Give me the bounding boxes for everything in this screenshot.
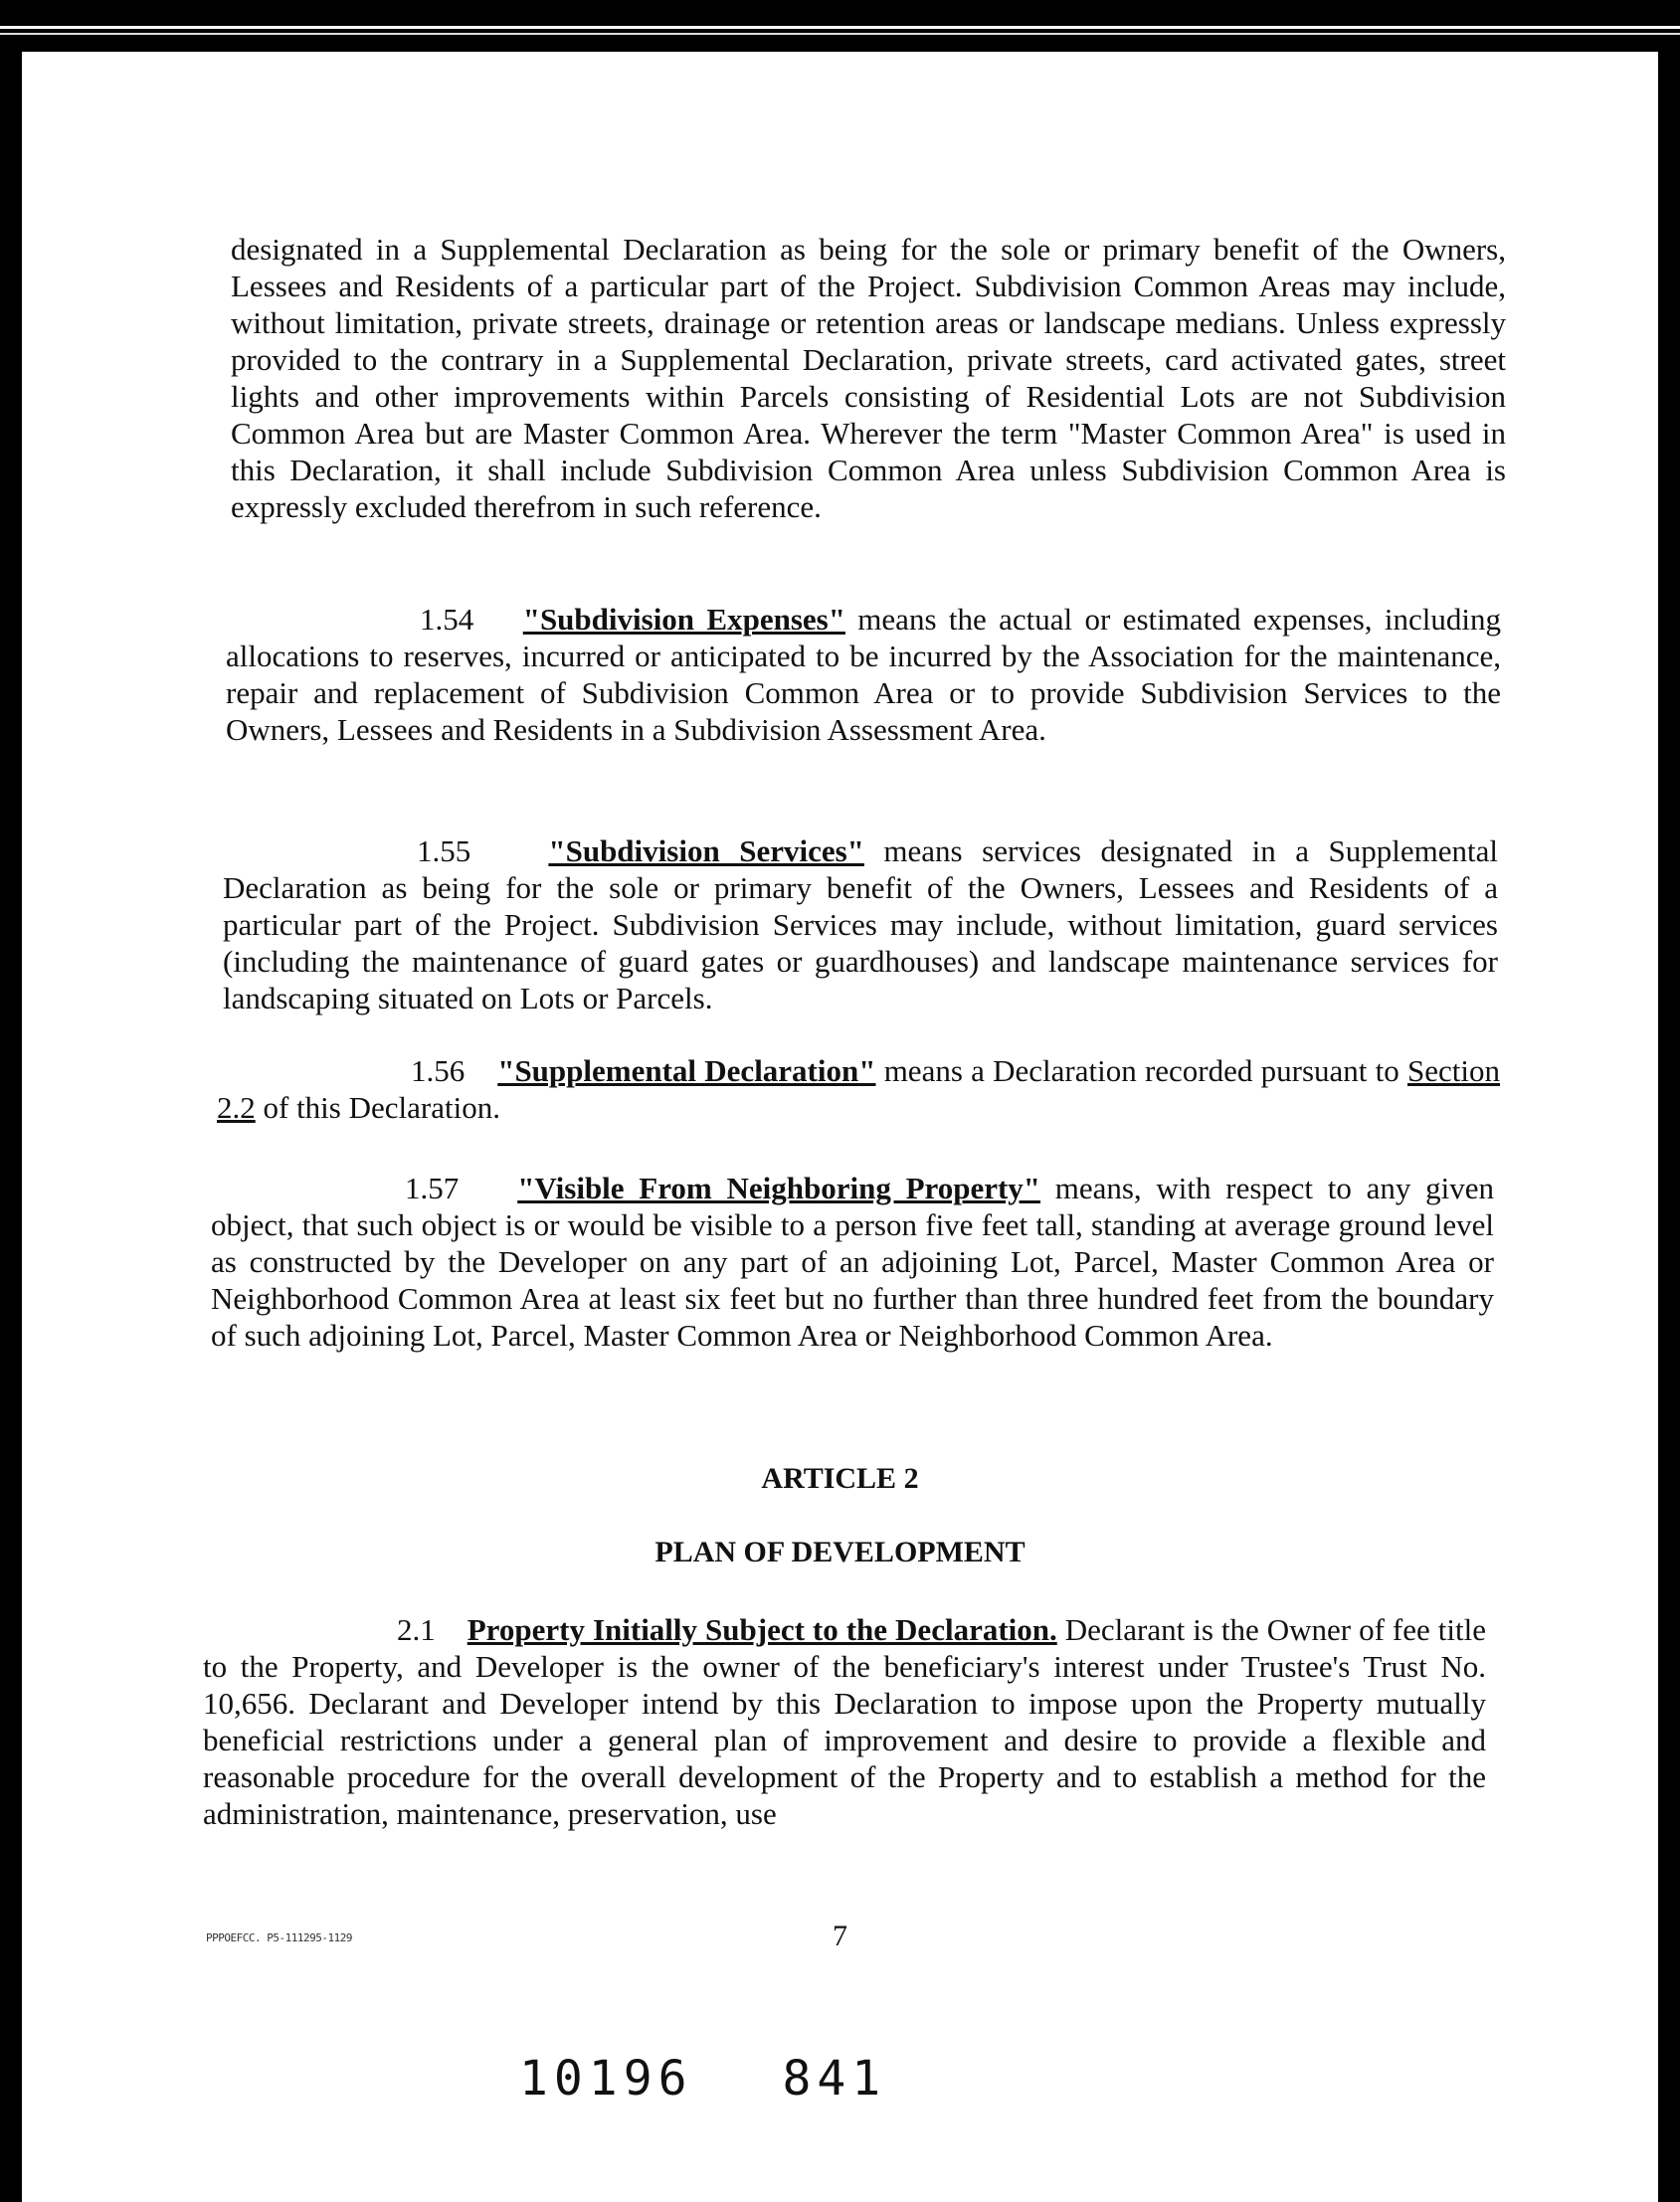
section-title: Property Initially Subject to the Declaration.	[467, 1612, 1057, 1647]
section-1-56	[217, 1052, 1500, 1126]
stamp-book-number: 10196	[519, 2051, 693, 2107]
footer-document-code: PPPOEFCC. P5-111295-1129	[206, 1931, 352, 1944]
section-1-57	[211, 1170, 1494, 1354]
section-text: means, with respect to any given object, that such object is or would be visible to a person five feet tall, standing at average ground level as constructed by the Developer on any part of an adjoining Lot, Parcel, Master Common Area or Neighborhood Common Area at least six feet but no further than three hundred feet from the boundary of such adjoining Lot, Parcel, Master Common Area or Neighborhood Common Area.	[211, 1171, 1494, 1353]
section-text: Declarant is the Owner of fee title to the Property, and Developer is the owner of the beneficiary's interest under Trustee's Trust No. 10,656. Declarant and Developer intend by this Declaration to impose upon the Property mutually beneficial restrictions under a general plan of improvement and desire to provide a flexible and reasonable procedure for the overall development of the Property and to establish a method for the administration, maintenance, preservation, use	[203, 1612, 1486, 1831]
para-intro: designated in a Supplemental Declaration as being for the sole or primary benefit of the Owners, Lessees and Residents of a particular part of the Project. Subdivision Common Areas may include, without limitation, private streets, drainage or retention areas or landscape medians. Unless expressly provided to the contrary in a Supplemental Declaration, private streets, card activated gates, street lights and other improvements within Parcels consisting of Residential Lots are not Subdivision Common Area but are Master Common Area. Wherever the term "Master Common Area" is used in this Declaration, it shall include Subdivision Common Area unless Subdivision Common Area is expressly excluded therefrom in such reference.	[231, 232, 1506, 524]
section-number: 2.1	[397, 1612, 436, 1647]
defined-term: "Supplemental Declaration"	[497, 1053, 876, 1088]
article-title: PLAN OF DEVELOPMENT	[654, 1536, 1026, 1568]
section-number: 1.54	[420, 602, 474, 637]
section-text-2: of this Declaration.	[255, 1090, 500, 1125]
section-number: 1.56	[411, 1053, 466, 1088]
section-2-1	[203, 1611, 1486, 1832]
defined-term: "Subdivision Services"	[548, 833, 864, 868]
page-number: 7	[833, 1920, 847, 1952]
section-text: means a Declaration recorded pursuant to	[875, 1053, 1407, 1088]
document-page	[22, 52, 1658, 2202]
section-text: means services designated in a Supplemental Declaration as being for the sole or primary benefit of the Owners, Lessees and Residents of a particular part of the Project. Subdivision Services may include, without limitation, guard services (including the maintenance of guard gates or guardhouses) and landscape maintenance services for landscaping situated on Lots or Parcels.	[223, 833, 1499, 1015]
section-number: 1.57	[405, 1171, 460, 1205]
section-reference-link[interactable]: Section 2.2	[217, 1053, 1500, 1125]
section-number: 1.55	[417, 833, 471, 868]
section-1-54	[226, 601, 1501, 748]
top-scan-line-2	[0, 33, 1680, 35]
top-scan-line	[0, 26, 1680, 29]
recording-stamp	[519, 2051, 886, 2107]
article-heading: ARTICLE 2	[761, 1462, 919, 1495]
defined-term: "Visible From Neighboring Property"	[517, 1171, 1040, 1205]
section-1-55	[223, 832, 1498, 1016]
defined-term: "Subdivision Expenses"	[522, 602, 845, 637]
section-continuation	[231, 231, 1506, 525]
section-text: means the actual or estimated expenses, including allocations to reserves, incurred or anticipated to be incurred by the Association for the maintenance, repair and replacement of Subdivision Common Area or to provide Subdivision Services to the Owners, Lessees and Residents in a Subdivision Assessment Area.	[226, 602, 1501, 747]
stamp-page-number: 841	[782, 2051, 887, 2107]
